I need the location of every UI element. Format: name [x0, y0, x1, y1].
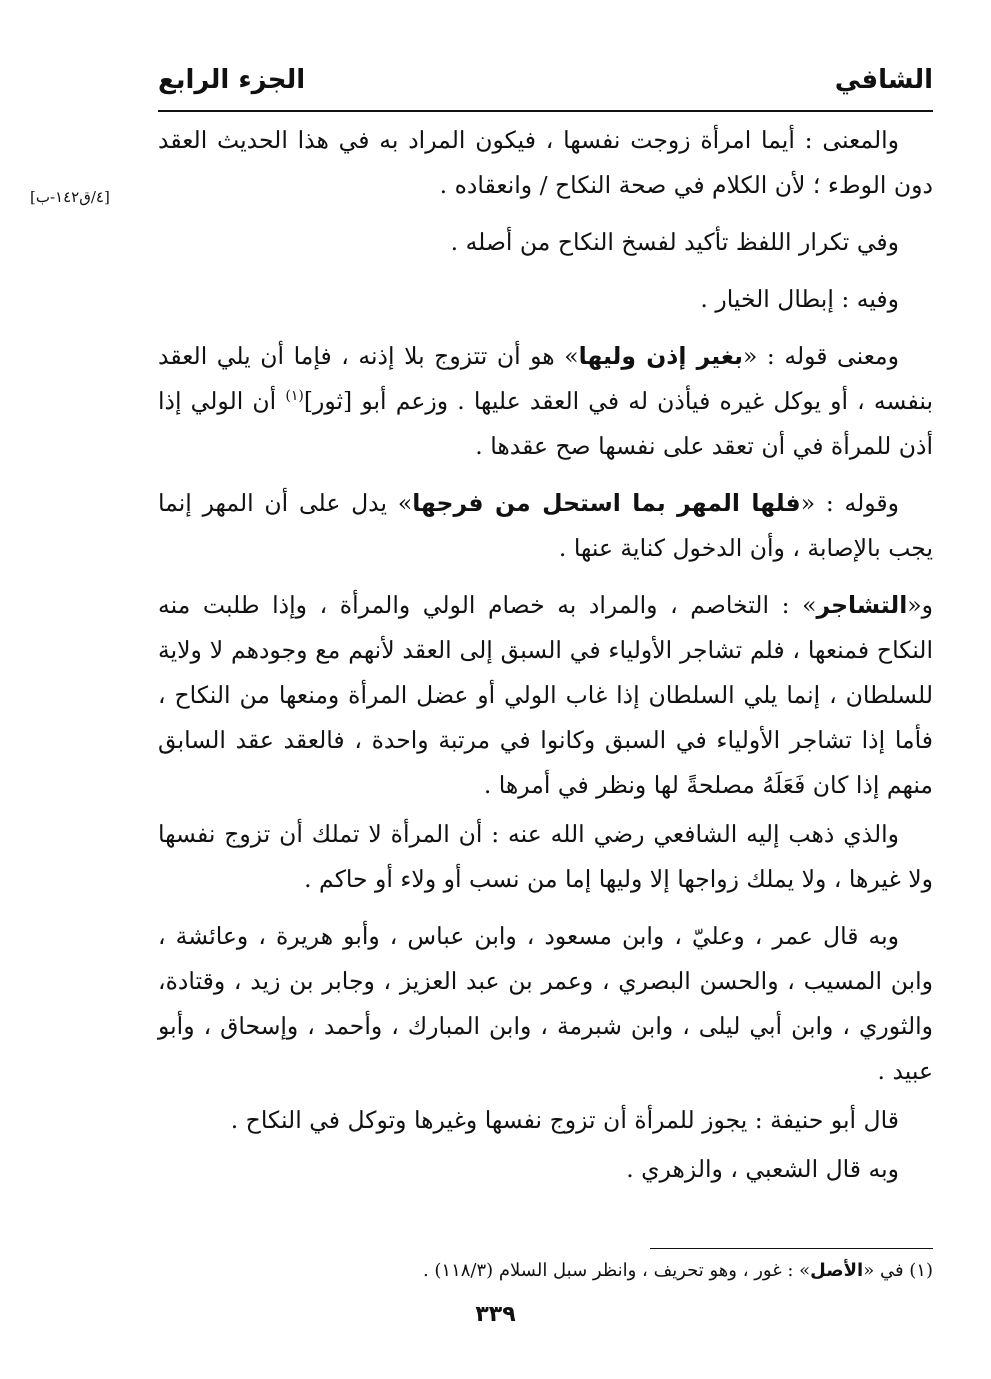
- quoted-phrase: بغير إذن وليها: [578, 342, 743, 370]
- paragraph-repetition: وفي تكرار اللفظ تأكيد لفسخ النكاح من أصله .: [450, 228, 899, 256]
- main-text: [158, 118, 933, 1204]
- manuscript-folio-reference: [٤/ق١٤٢-ب]: [30, 188, 110, 206]
- header-rule: [158, 110, 933, 112]
- quoted-phrase: التشاجر: [816, 591, 908, 619]
- running-head: [158, 55, 933, 105]
- volume-title: الجزء الرابع: [158, 65, 306, 95]
- footnote: (١) في «الأصل» : غور ، وهو تحريف ، وانظر سبل السلام (١١٨/٣) .: [422, 1260, 933, 1281]
- paragraph-meaning: والمعنى : أيما امرأة زوجت نفسها ، فيكون المراد به في هذا الحديث العقد دون الوطء ؛ لأن الكلام في صحة النكاح / وانعقاده .: [158, 126, 933, 199]
- footnote-marker: (١): [285, 388, 304, 405]
- book-title: الشافي: [834, 65, 933, 95]
- paragraph-scholars: وبه قال عمر ، وعليّ ، وابن مسعود ، وابن عباس ، وأبو هريرة ، وعائشة ، وابن المسيب ، والحسن البصري ، وعمر بن عبد العزيز ، وجابر بن زيد ، وقتادة، والثوري ، وابن أبي ليلى ، وابن شبرمة ، وابن المبارك ، وأحمد ، وإسحاق ، وأبو عبيد .: [158, 922, 933, 1085]
- paragraph-shafii-view: والذي ذهب إليه الشافعي رضي الله عنه : أن المرأة لا تملك أن تزوج نفسها ولا غيرها ، ولا يملك زواجها إلا وليها إما من نسب أو ولاء أو حاكم .: [158, 820, 933, 893]
- paragraph-abu-hanifa: قال أبو حنيفة : يجوز للمرأة أن تزوج نفسها وغيرها وتوكل في النكاح .: [230, 1106, 899, 1134]
- paragraph-khiyar: وفيه : إبطال الخيار .: [700, 285, 899, 313]
- paragraph-tashajur: و«التشاجر» : التخاصم ، والمراد به خصام الولي والمرأة ، وإذا طلبت منه النكاح فمنعها ، فلم تشاجر الأولياء في السبق إلى العقد لأنهم مع وجودهم لا ولاية للسلطان ، إنما يلي السلطان إذا غاب الولي أو عضل المرأة ومنعها من النكاح ، فأما إذا تشاجر الأولياء في السبق وكانوا في مرتبة واحدة ، فالعقد عقد السابق منهم إذا كان فَعَلَهُ مصلحةً لها ونظر في أمرها .: [158, 591, 933, 799]
- paragraph-without-guardian: ومعنى قوله : «بغير إذن وليها» هو أن تتزوج بلا إذنه ، فإما أن يلي العقد بنفسه ، أو يوكل غيره فيأذن له في العقد عليها . وزعم أبو [ثور]$^{(١)}$ أن الولي إذا أذن للمرأة في أن تعقد على نفسها صح عقدها .: [158, 342, 934, 460]
- footnote-bold-term: الأصل: [810, 1260, 864, 1281]
- footnote-rule: [650, 1248, 933, 1249]
- paragraph-shabi: وبه قال الشعبي ، والزهري .: [626, 1155, 899, 1183]
- paragraph-mahr: وقوله : «فلها المهر بما استحل من فرجها» يدل على أن المهر إنما يجب بالإصابة ، وأن الدخول كناية عنها .: [158, 489, 933, 562]
- page-number: ٣٣٩: [475, 1302, 516, 1327]
- quoted-phrase: فلها المهر بما استحل من فرجها: [412, 489, 801, 517]
